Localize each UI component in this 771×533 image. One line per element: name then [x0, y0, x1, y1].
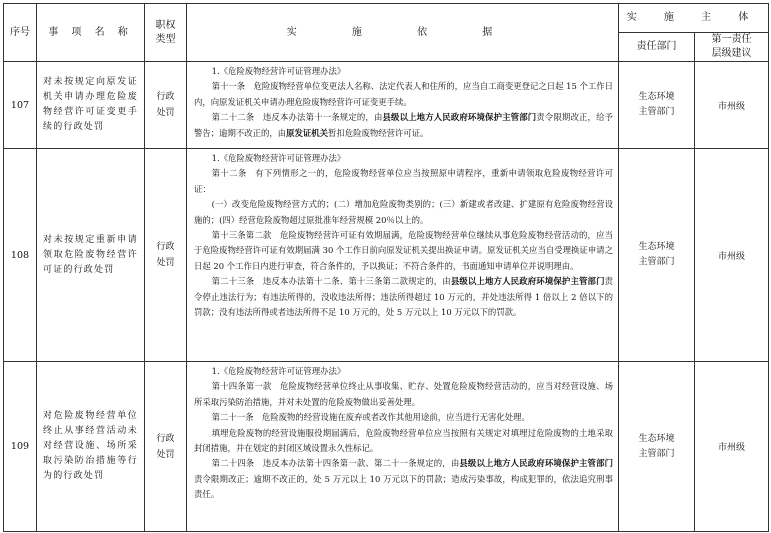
power-type [145, 62, 187, 149]
basis-paragraph [194, 274, 613, 320]
basis-paragraph [194, 456, 613, 502]
basis-paragraph: 第十四条第一款 危险废物经营单位终止从事收集、贮存、处置危险废物经营活动的，应当对经营设施、场所采取污染防治措施，并对未处置的危险废物做出妥善处理。 [194, 381, 613, 407]
header-subject: 实 施 主 体 [619, 4, 769, 33]
header-type-line2: 类型 [155, 33, 176, 45]
header-basis: 实 施 依 据 [187, 4, 619, 62]
basis-bold-text: 原发证机关 [286, 127, 328, 138]
basis-paragraph: 第十一条 危险废物经营单位变更法人名称、法定代表人和住所的，应当自工商变更登记之日起 15 个工作日内，向原发证机关申请办理危险废物经营许可证变更手续。 [194, 81, 613, 107]
basis-text: 第二十三条 违反本办法第十二条、第十三条第二款规定的，由 [211, 276, 451, 287]
basis-bold-text: 县级以上地方人民政府环境保护主管部门 [450, 276, 605, 287]
power-type [145, 362, 187, 532]
legal-basis [187, 149, 619, 362]
row-number: 108 [4, 149, 37, 362]
basis-paragraph [194, 110, 613, 141]
responsible-dept [619, 149, 695, 362]
item-name: 对未按规定向原发证机关申请办理危险废物经营许可证变更手续的行政处罚 [37, 62, 145, 149]
item-name: 对未按规定重新申请领取危险废物经营许可证的行政处罚 [37, 149, 145, 362]
header-type-line1: 职权 [155, 19, 176, 31]
power-type-line1: 行政 [156, 242, 175, 252]
dept-line2: 主管部门 [638, 107, 675, 117]
basis-text: 第二十二条 违反本办法第十一条规定的，由 [211, 112, 383, 123]
basis-bold-text: 县级以上地方人民政府环境保护主管部门 [459, 458, 614, 469]
responsibility-level: 市州级 [695, 362, 769, 532]
basis-source: 1.《危险废物经营许可证管理办法》 [211, 366, 346, 376]
basis-text: 责令限期改正，给予警告；逾期不改正的，由 [194, 112, 614, 138]
legal-basis [187, 62, 619, 149]
power-type-line1: 行政 [156, 92, 175, 102]
dept-line1: 生态环境 [638, 242, 675, 252]
dept-line2: 主管部门 [638, 257, 675, 267]
basis-source: 1.《危险废物经营许可证管理办法》 [211, 66, 346, 76]
table-row [4, 62, 769, 149]
power-type-line1: 行政 [156, 433, 175, 444]
power-type-line2: 处罚 [156, 258, 175, 268]
basis-paragraph: 第十二条 有下列情形之一的，危险废物经营单位应当按照原申请程序，重新申请领取危险废物经营许可证： [194, 168, 613, 194]
item-name: 对危险废物经营单位终止从事经营活动未对经营设施、场所采取污染防治措施等行为的行政处罚 [37, 362, 145, 532]
basis-paragraph: 第二十一条 危险废物的经营设施在废弃或者改作其他用途前，应当进行无害化处理。 [211, 412, 530, 423]
items-table [3, 3, 769, 532]
basis-text: 暂扣危险废物经营许可证。 [328, 127, 429, 138]
basis-paragraph: 填埋危险废物的经营设施服役期届满后，危险废物经营单位应当按照有关规定对填埋过危险废物的土地采取封闭措施，并在划定的封闭区域设置永久性标记。 [194, 427, 613, 454]
power-type-line2: 处罚 [156, 449, 175, 460]
basis-bold-text: 县级以上地方人民政府环境保护主管部门 [382, 112, 537, 123]
responsibility-level: 市州级 [695, 62, 769, 149]
power-type [145, 149, 187, 362]
header-item-name: 事 项 名 称 [37, 4, 145, 62]
responsible-dept [619, 62, 695, 149]
table-row [4, 362, 769, 532]
header-row [4, 4, 769, 33]
basis-text: 责令限期改正；逾期不改正的，处 5 万元以上 10 万元以下的罚款；造成污染事故，构成犯罪的，依法追究刑事责任。 [194, 473, 613, 500]
legal-basis [187, 362, 619, 532]
header-level-line2: 层级建议 [711, 48, 752, 59]
basis-text: 第二十四条 违反本办法第十四条第一款、第二十一条规定的，由 [211, 458, 460, 469]
responsibility-level: 市州级 [695, 149, 769, 362]
header-level-line1: 第一责任 [711, 34, 752, 45]
dept-line1: 生态环境 [638, 433, 675, 444]
responsible-dept [619, 362, 695, 532]
dept-line1: 生态环境 [638, 92, 675, 102]
header-level [695, 33, 769, 62]
header-type [145, 4, 187, 62]
basis-text: 责令停止违法行为；有违法所得的，没收违法所得；违法所得超过 10 万元的，并处违法所得 1 倍以上 2 倍以下的罚款；没有违法所得或者违法所得不足 10 万元的，处 5 万元以上 10 万元以下的罚款。 [194, 276, 614, 318]
power-type-line2: 处罚 [156, 108, 175, 118]
dept-line2: 主管部门 [638, 448, 675, 459]
row-number: 107 [4, 62, 37, 149]
table-row [4, 149, 769, 362]
basis-source: 1.《危险废物经营许可证管理办法》 [211, 153, 346, 163]
basis-paragraph: 第十三条第二款 危险废物经营许可证有效期届满，危险废物经营单位继续从事危险废物经营活动的，应当于危险废物经营许可证有效期届满 30 个工作日前向原发证机关提出换证申请。原发证机关应当自受理换证申请之日起 20 个工作日内进行审查，符合条件的，予以换证；不符合条件的，书面通知申请单位并说明理由。 [194, 230, 613, 271]
header-seq: 序号 [4, 4, 37, 62]
basis-paragraph: (一）改变危险废物经营方式的；(二）增加危险废物类别的；(三）新建或者改建、扩建原有危险废物经营设施的；(四）经营危险废物超过原批准年经营规模 20％以上的。 [194, 199, 613, 225]
row-number: 109 [4, 362, 37, 532]
header-dept: 责任部门 [619, 33, 695, 62]
